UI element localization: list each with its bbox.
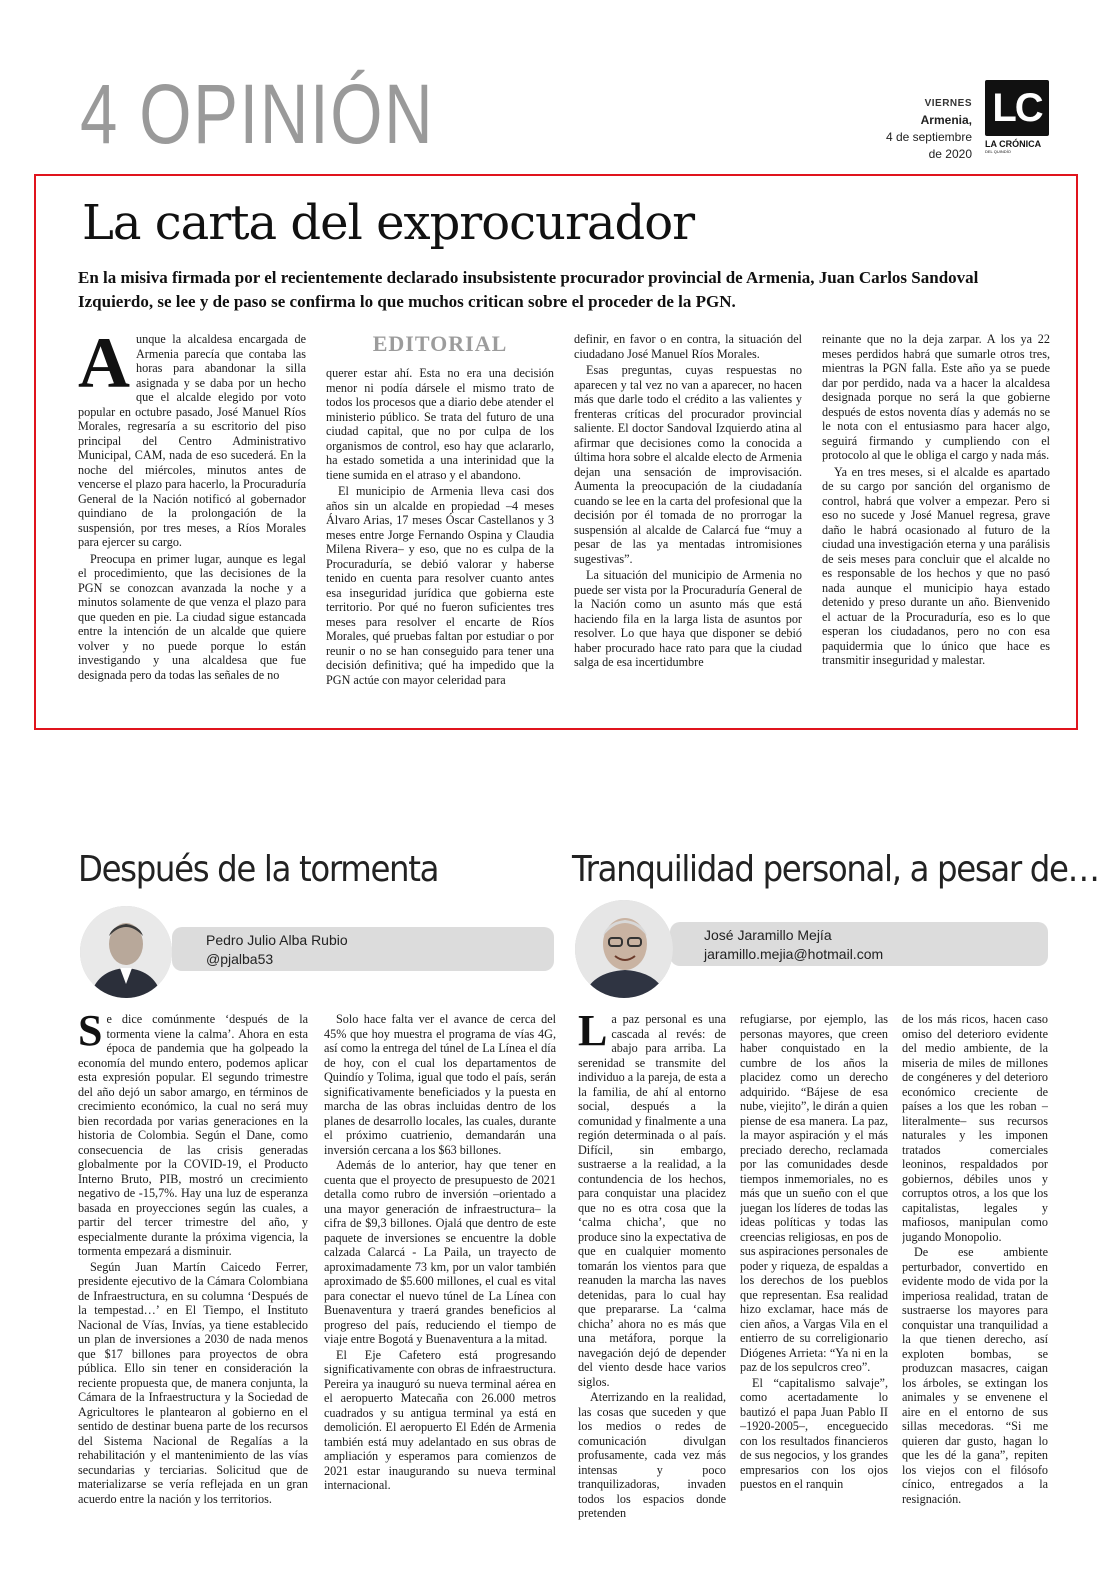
staff-credits: Gerente: Sandra Cecilia Macías Palacio Director de contenidos: Ernesto Acero Martínez Jefe de Redacción: José Alejandro Castillo Jaramillo Año: XXVIII - Número: 10122 ISSN 0122-297X Afiliado a Andiarios Resolución Número 7222, Ministerio del Interior. <box>94 726 357 792</box>
design-credits: Diseño y Diagramación: Luz Miriam Orozco Soto - Nilton Sergio Motta Gil - John Jolmes Cardona Núñez - Astrid Rojas - María Fernanda Ramírez. <box>94 816 652 826</box>
date-line-1: 4 de septiembre <box>885 130 972 144</box>
section-name: OPINIÓN <box>139 67 435 161</box>
logo-mark: LC <box>985 80 1049 136</box>
editorial-headline: La carta del exprocurador <box>82 195 695 251</box>
paragraph: querer estar ahí. Esta no era una decisión menor ni podía dársele el mismo trato de todos los procesos que a diario debe atender el ministerio público. Se trata del futuro de una ciudad capital, que no por culpa de los organismos de control, eso hay que aclararlo, ha estado sometida a una interinidad que la tiene sumida en el atraso y el abandono. <box>326 366 554 482</box>
column-left-text-1 <box>78 1012 308 1536</box>
section-header <box>80 67 435 161</box>
editorial-column-1 <box>78 332 306 717</box>
column-right-text-3 <box>902 1012 1048 1536</box>
avatar <box>80 906 172 998</box>
editorial-frame <box>34 174 1078 730</box>
paragraph: Preocupa en primer lugar, aunque es legal el procedimiento, que las decisiones de la PGN se conozcan avanzada la noche y a minutos solamente de que venza el plazo para que queden en pie. La ciudad sigue estancada entre la intención de un alcalde que quiere volver y no puede porque lo están investigando y una alcaldesa que fue designada pero da todas las señales de no <box>78 551 306 682</box>
author-handle[interactable]: @pjalba53 <box>206 951 274 967</box>
website-link[interactable]: www.cronicadelquindio.com <box>414 768 519 778</box>
paragraph: El “capitalismo salvaje”, como acertadamente lo bautizó el papa Juan Pablo II –1920-2005–, enceguecido con los resultados financieros de sus negocios, y los grandes empresarios con los ojos puestos en el ranquin <box>740 1375 888 1491</box>
column-right-author-bar <box>670 922 1048 966</box>
paragraph: de los más ricos, hacen caso omiso del deterioro evidente del medio ambiente, de la miseria de miles de millones de congéneres y del deterioro económico creciente de países a los que les roban –literalmente– sus recursos naturales y les imponen tratados comerciales leoninos, respaldados por gobiernos, débiles unos y corruptos otros, a los que los capitalistas, legales y mafiosos, manipulan como jugando Monopolio. <box>902 1012 1048 1244</box>
author-name: José Jaramillo Mejía <box>704 927 832 943</box>
editorial-dropcap: A <box>78 332 130 403</box>
editorial-body <box>78 332 1050 717</box>
disclaimer: LAS OPINIONES EXPRESADAS POR LOS COLUMNISTAS SON DE SU TOTAL Y ABSOLUTA RESPONSABILIDAD PERSONAL. <box>732 759 1030 784</box>
editorial-label: EDITORIAL <box>372 332 508 356</box>
paragraph: Aterrizando en la realidad, las cosas que suceden y que los medios o redes de comunicación divulgan profusamente, cada vez más intensas y poco tranquilizadoras, invaden todos los espacios donde pretenden <box>578 1390 726 1520</box>
column-right-dropcap: L <box>578 1012 608 1055</box>
editorial-column-2 <box>326 332 554 717</box>
paragraph: De ese ambiente perturbador, convertido en evidente modo de vida por la imperiosa realidad, tratan de sustraerse los mayores para conquistar una tranquilidad a la que tienen derecho, así exploten bombas, se produzcan masacres, caigan los árboles, se extingan los animales y se envenene el aire en el entorno de sus sillas mecedoras. “Si me quieren dar gusto, hagan lo que les dé la gana”, repiten los viejos con el filósofo cínico, entregados a la resignación. <box>902 1245 1048 1506</box>
paragraph: Esas preguntas, cuyas respuestas no aparecen y tal vez no van a aparecer, no hacen más que darle todo el crédito a las valientes y frenteras críticas del procurador provincial saliente. El doctor Sandoval Izquierdo atina al afirmar que decisiones como la conocida a última hora sobre el alcalde electo de Armenia dejan una sensación de improvisación. Aumenta la preocupación de la ciudadanía cuando se lee en la carta del profesional que la decisión por él tomada de no prorrogar la suspensión al alcalde de Calarcá fue “muy a pesar de las ya mentadas intromisiones sugestivas”. <box>574 363 802 566</box>
date-block <box>886 95 972 163</box>
paragraph: definir, en favor o en contra, la situación del ciudadano José Manuel Ríos Morales. <box>574 332 802 361</box>
avatar <box>575 900 673 998</box>
paragraph: e dice comúnmente ‘después de la tormenta viene la calma’. Ahora en esta época de pandemia que ha golpeado la economía del mundo entero, podemos aplicar esta expresión popular. El segundo trimestre del año dejó un sabor amargo, en términos de crecimiento económico, la cual no será muy bien recordada por varias generaciones en la historia de Colombia. Según el Dane, como consecuencia de las crisis generadas globalmente por la COVID-19, el Producto Interno Bruto, PIB, mostró un crecimiento negativo de -15,7%. Hay una luz de esperanza basada en proyecciones según las cuales, a partir del tercer trimestre del año, y especialmente durante la próxima vigencia, la tormenta empezará a disminuir. <box>78 1012 308 1258</box>
editorial-lead: En la misiva firmada por el recientemente declarado insubsistente procurador provincial de Armenia, Juan Carlos Sandoval Izquierdo, se lee y de paso se confirma lo que muchos critican sobre el proceder de la PGN. <box>78 268 979 311</box>
staff-contact: Dirección: Avenida Centenario #6-25, Armenia, Quindío Conmutador: 746 9933 e-mail: directordecontenidos@cronicadelquindio.com www.cronicadelquindio.com Impreso por R.R. Editores, Pereira <box>414 724 714 794</box>
author-name: Pedro Julio Alba Rubio <box>206 932 348 948</box>
paragraph: Según Juan Martín Caicedo Ferrer, presidente ejecutivo de la Cámara Colombiana de Infraestructura, en su columna ‘Después de la tempestad…’ en El Tiempo, el Instituto Nacional de Vías, Invías, ya tiene establecido un plan de inversiones a 2030 de nada menos que $17 billones para proyectos de obra pública. Ello sin tener en consideración la reciente propuesta que, de manera conjunta, la Cámara de la Infraestructura y la Sociedad de Agricultores le plantearon al gobierno en el sentido de destinar buena parte de los recursos del Sistema Nacional de Regalías a la rehabilitación y el mantenimiento de las vías secundarias y terciarias. Solicitud que de materializarse se vería reflejada en un gran acuerdo entre la nación y los territorios. <box>78 1259 308 1506</box>
section-number: 4 <box>80 67 119 161</box>
column-right-title: Tranquilidad personal, a pesar de… <box>572 849 1099 890</box>
paragraph: a paz personal es una cascada al revés: de abajo para arriba. La serenidad se transmite del individuo a la pareja, de esta a la familia, de ahí al entorno social, después a la comunidad y finalmente a una región determinada o al país. Difícil, sin embargo, sustraerse a la realidad, a la contundencia de los hechos, para conquistar una placidez que no es otra cosa que la ‘calma chicha’, que no produce sino la expectativa de que en cualquier momento tomarán los vientos para que reanuden la marcha las naves detenidas, para lo cual hay que prepararse. La ‘calma chicha’ ahora no es más que una metáfora, porque la navegación dejó de depender del viento desde hace varios siglos. <box>578 1012 726 1389</box>
logo-subtitle: DEL QUINDÍO <box>985 149 1011 154</box>
newspaper-logo <box>985 80 1055 160</box>
column-right-text-2 <box>740 1012 888 1536</box>
author-photo-icon <box>80 906 172 998</box>
paragraph: La situación del municipio de Armenia no puede ser vista por la Procuraduría General de la Nación como un asunto más que está haciendo fila en la larga lista de asuntos por resolver. Lo que haya que disponer se debió haber procurado hace rato para que la ciudad salga de esa incertidumbre <box>574 568 802 669</box>
paragraph: Solo hace falta ver el avance de cerca del 45% que hoy muestra el programa de vías 4G, así como la entrega del túnel de La Línea el día de hoy, con el cual los departamentos de Quindío y Tolima, igual que todo el país, serán significativamente beneficiados y la puesta en marcha de las obras incluidas dentro de los planes de desarrollo locales, las cuales, durante el próximo cuatrienio, demandarán una inversión cercana a los $63 billones. <box>324 1012 556 1157</box>
editorial-column-3 <box>574 332 802 717</box>
editorial-column-4 <box>822 332 1050 717</box>
paragraph: reinante que no la deja zarpar. A los ya 22 meses perdidos habrá que sumarle otros tres, mientras la PGN falla. Este año ya se puede dar por perdido, nada va a hacer la alcaldesa designada porque no será la que gobierne después de estos noventa días y además no se le nota con el entusiasmo para hacer algo, seguirá firmando y cumpliendo con el protocolo al que le obliga el cargo y nada más. <box>822 332 1050 462</box>
day-of-week: VIERNES <box>924 98 972 109</box>
author-email[interactable]: jaramillo.mejia@hotmail.com <box>704 946 884 962</box>
contact-email[interactable]: directordecontenidos@cronicadelquindio.com <box>443 754 616 764</box>
staff-box <box>80 714 1046 842</box>
column-left-dropcap: S <box>78 1012 103 1055</box>
paragraph: unque la alcaldesa encargada de Armenia parecía que contaba las horas para abandonar la silla asignada y se daba por un hecho que el alcalde elegido por voto popular en octubre pasado, José Manuel Ríos Morales, regresaría a su escritorio del piso principal del Centro Administrativo Municipal, CAM, nada de eso sucederá. En la noche del miércoles, minutos antes de vencerse el plazo para hacerlo, la Procuraduría General de la Nación notificó al gobernador quindiano de la prolongación de la suspensión, por tres meses, a Ríos Morales para ejercer su cargo. <box>78 332 306 549</box>
author-photo-icon <box>575 900 673 998</box>
paragraph: refugiarse, por ejemplo, las personas mayores, que creen haber conquistado en la cumbre de los años la placidez como un derecho adquirido. “Bájese de esa nube, viejito”, le dirán a quien piense de esa manera. La paz, la mayor aspiración y el más preciado derecho, reclamada por las comunidades desde tiempos inmemoriales, no es más que un sueño con el que juegan los líderes de todas las ideas políticas y todas las creencias religiosas, en pos de sus aspiraciones personales de poder y riqueza, de espaldas a los derechos de los pueblos que representan. Esa realidad hizo exclamar, hace más de cien años, a Vargas Vila en el entierro de su correligionario Diógenes Arrieta: “Ya ni en la paz de los sepulcros creo”. <box>740 1012 888 1374</box>
date-line-2: de 2020 <box>928 147 972 161</box>
paragraph: Ya en tres meses, si el alcalde es apartado de su cargo por sanción del organismo de control, habrá que volver a empezar. Pero si eso no sucede y José Manuel regresa, grave daño le habrá ocasionado al futuro de la ciudad una investigación eterna y una parálisis de seis meses para concluir que el alcalde no es responsable de los hechos y que no pasó nada aunque el municipio haya estado detenido y preso durante un año. Bienvenido el actuar de la Procuraduría, eso es lo que esperan los ciudadanos, pero no con esa paquidermia que lo único que hace es transmitir inseguridad y malestar. <box>822 464 1050 667</box>
paragraph: El Eje Cafetero está progresando significativamente con obras de infraestructura. Pereira ya inauguró su nueva terminal aérea en el aeropuerto Matecaña con 26.000 metros cuadrados y su antigua terminal ya está en demolición. El aeropuerto El Edén de Armenia también está muy adelantado en sus obras de ampliación y esperamos para comienzos de 2021 estar inaugurando su nueva terminal internacional. <box>324 1347 556 1492</box>
column-left-text-2 <box>324 1012 556 1536</box>
column-left-author-bar <box>172 927 554 971</box>
paragraph: El municipio de Armenia lleva casi dos años sin un alcalde en propiedad –4 meses Álvaro Arias, 17 meses Óscar Castellanos y 3 meses entre Jorge Fernando Ospina y Claudia Milena Rivera– y eso, que no es culpa de la Procuraduría, se debió valorar y haberse tenido en cuenta para resolver cuanto antes esa inseguridad jurídica que gobierna este territorio. Por qué no fueron suficientes tres meses para resolver el encarte de Ríos Morales, qué pruebas faltan por estudiar o por reunir o no se han conseguido para tener una decisión definitiva; qué ha impedido que la PGN actúe con mayor celeridad para <box>326 484 554 687</box>
logo-name: LA CRÓNICA <box>985 139 1042 149</box>
paragraph: Además de lo anterior, hay que tener en cuenta que el proyecto de presupuesto de 2021 detalla como rubro de inversión –orientado a una mayor generación de infraestructura– la cifra de $9,3 billones. Ojalá que dentro de este paquete de inversiones se encuentre la doble calzada Calarcá - La Paila, un trayecto de aproximadamente 73 km, por un valor también aproximado de $5.600 millones, el cual es vital para conectar el nuevo túnel de La Línea con Buenaventura y traerá grandes beneficios al progreso del país, reduciendo el tiempo de viaje entre Bogotá y Buenaventura a la mitad. <box>324 1158 556 1346</box>
column-left-title: Después de la tormenta <box>78 849 439 890</box>
city: Armenia, <box>920 113 972 127</box>
column-right-text-1 <box>578 1012 726 1536</box>
